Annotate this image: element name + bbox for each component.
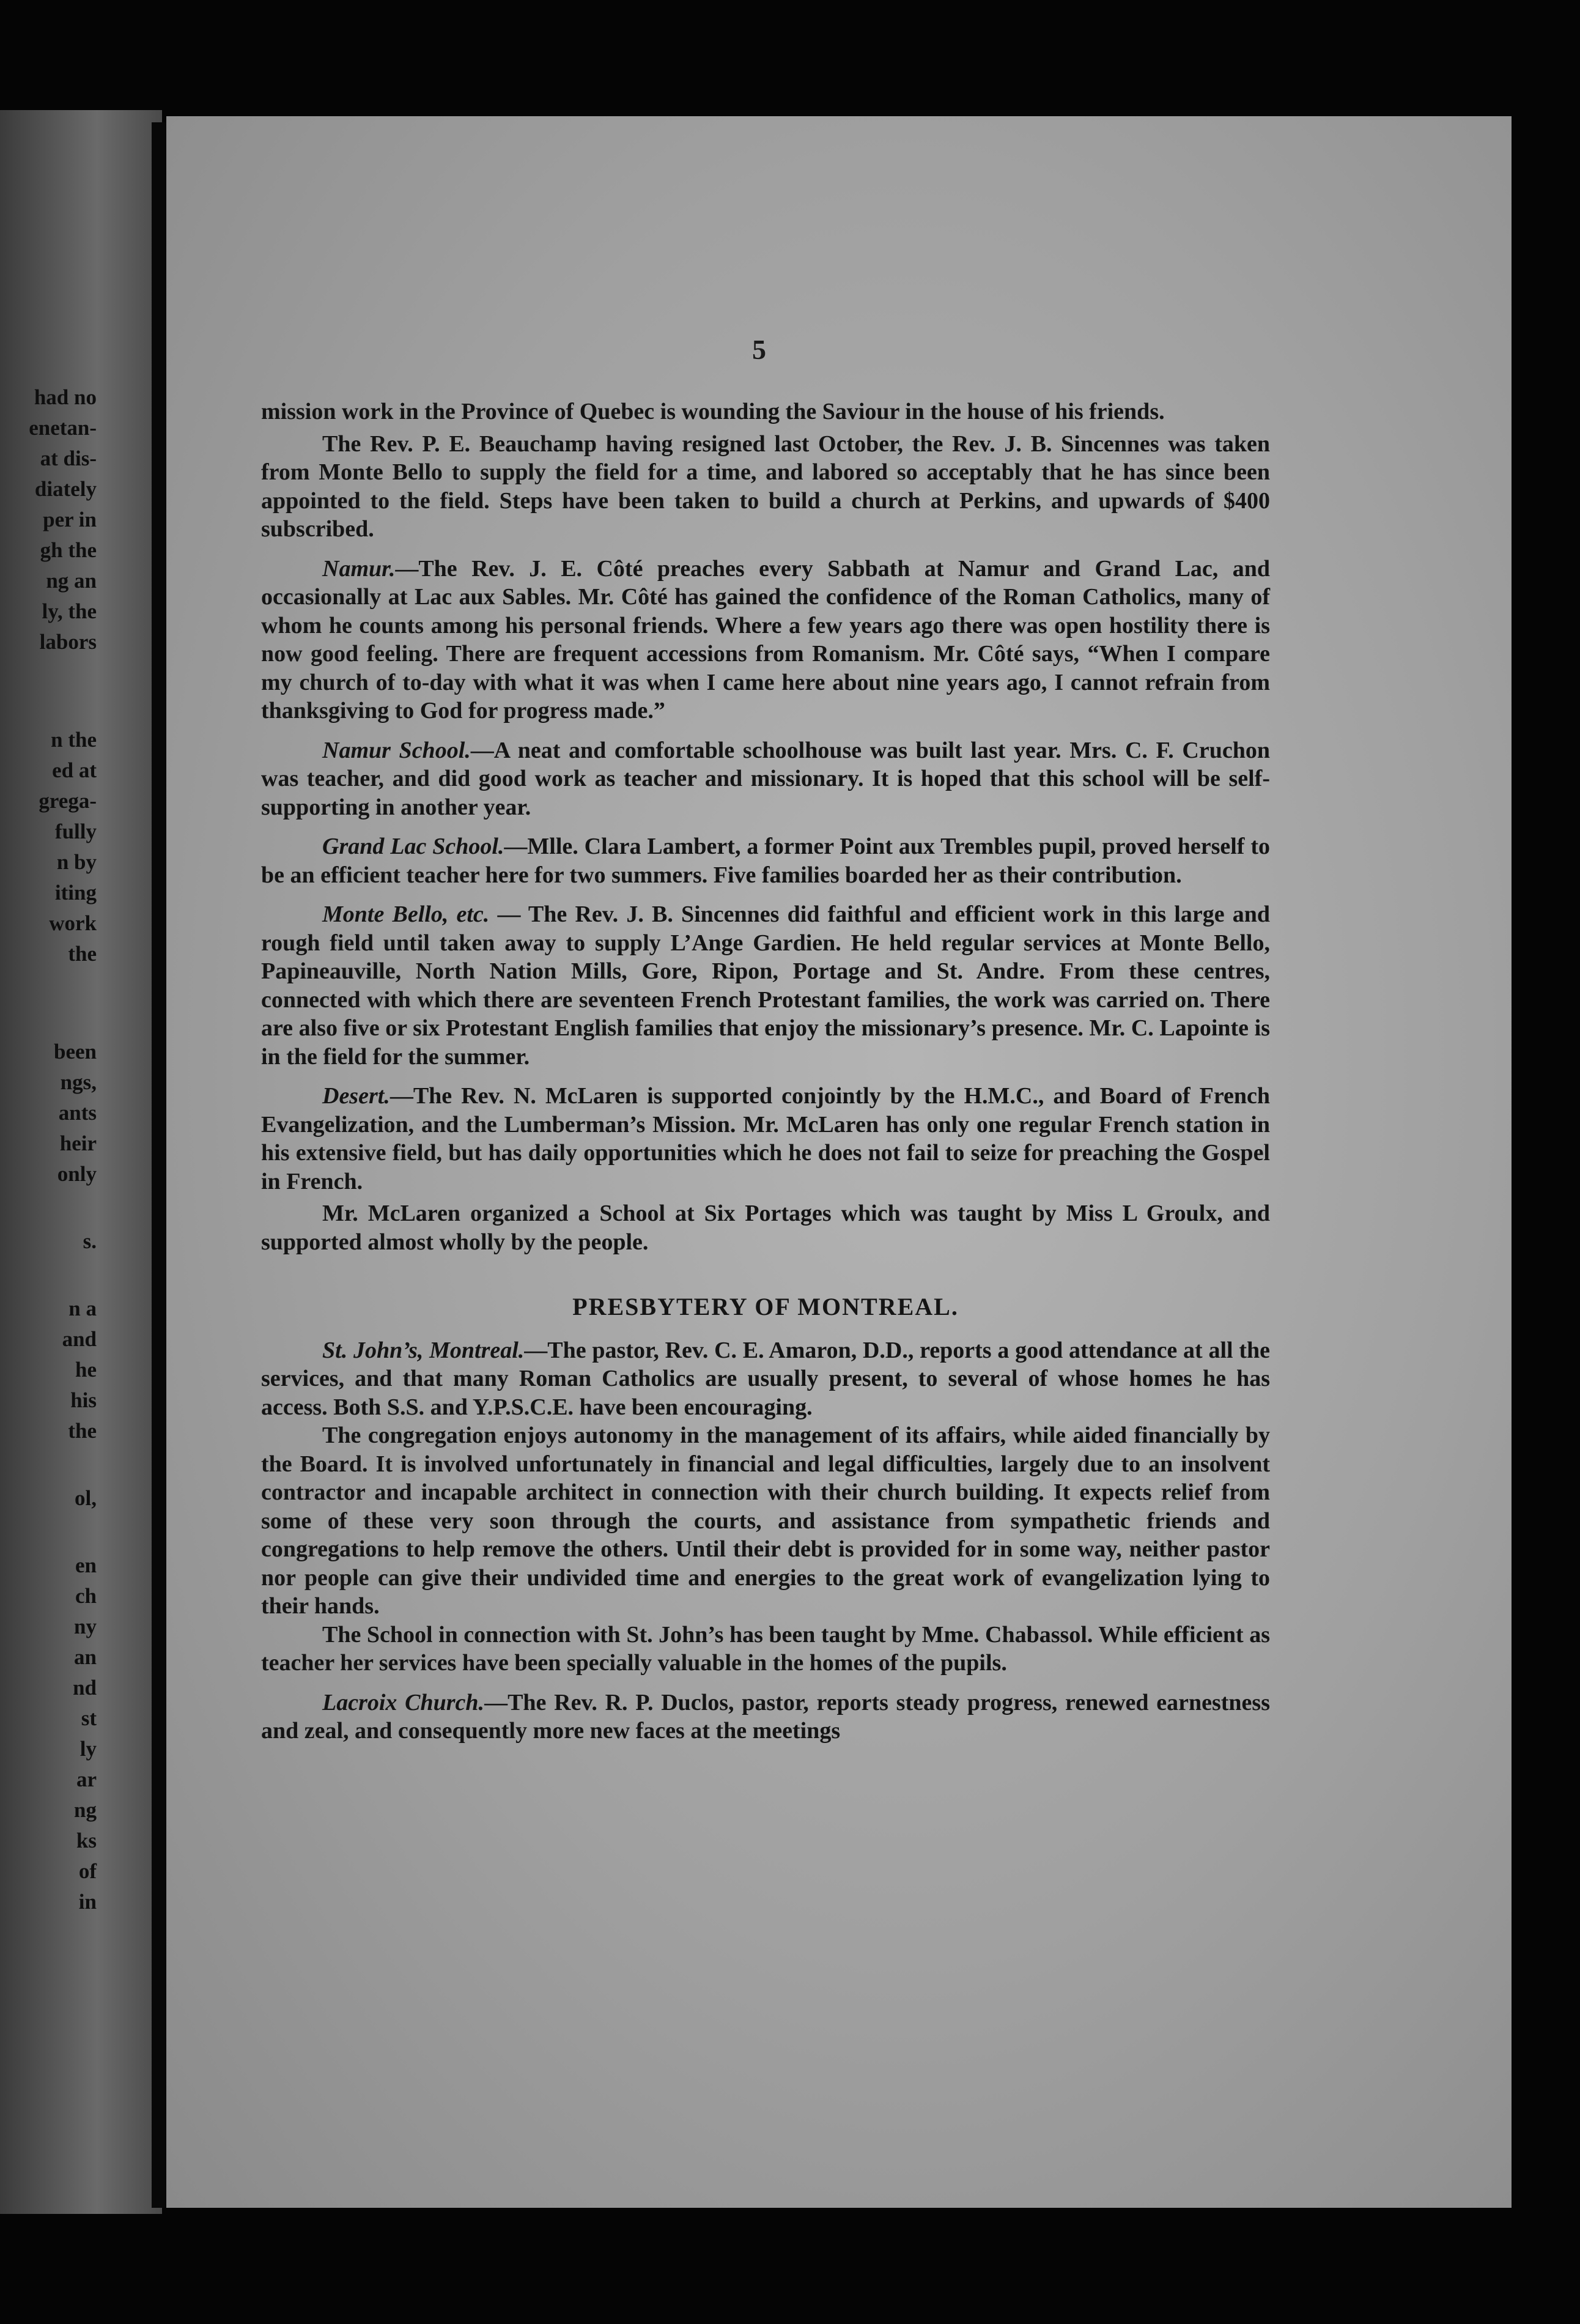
paragraph-st-johns — [261, 1336, 1270, 1422]
paragraph-continuation: mission work in the Province of Quebec is wounding the Saviour in the house of his friends. — [261, 399, 1165, 424]
fragment-line: in — [78, 1890, 97, 1914]
fragment-line: nd — [73, 1676, 97, 1700]
section-lead-namur: Namur. — [322, 555, 396, 582]
fragment-line: gh the — [40, 538, 97, 562]
fragment-line: of — [78, 1859, 97, 1883]
fragment-line: fully — [54, 820, 97, 843]
fragment-line: st — [81, 1706, 97, 1730]
page-number: 5 — [752, 334, 766, 365]
fragment-line: ngs, — [60, 1070, 97, 1094]
fragment-line: ng — [74, 1798, 97, 1822]
paragraph-lacroix-church — [261, 1689, 1270, 1745]
fragment-line: and — [62, 1327, 97, 1351]
fragment-line: n the — [51, 728, 97, 752]
fragment-line: ol, — [75, 1486, 97, 1510]
paragraph-text: —The Rev. J. E. Côté preaches every Sabbath at Namur and Grand Lac, and occasionally at Lac aux Sables. Mr. Côté has gained the confidence of the Roman Catholics, many of whom he counts among his personal friends. Where a few years ago there was open hostility there is now good feeling. There are frequent accessions from Romanism. Mr. Côté says, “When I compare my church of to-day with what it was when I came here about nine years ago, I cannot refrain from thanksgiving to God for progress made.” — [261, 555, 1270, 723]
fragment-line: ed at — [52, 758, 97, 782]
fragment-line: ch — [75, 1584, 97, 1608]
fragment-line: work — [49, 911, 97, 935]
paragraph-namur — [261, 555, 1270, 725]
fragment-line: per in — [43, 508, 97, 531]
page-body — [261, 398, 1270, 1756]
fragment-line: ants — [58, 1101, 97, 1125]
fragment-line: been — [54, 1040, 97, 1064]
fragment-line: the — [68, 1419, 97, 1443]
paragraph-namur-school — [261, 736, 1270, 822]
fragment-line: at dis- — [40, 446, 97, 470]
fragment-line: ly — [79, 1737, 97, 1761]
fragment-line: he — [75, 1358, 97, 1382]
fragment-line: n by — [56, 850, 97, 874]
fragment-line: grega- — [39, 789, 97, 813]
document-page — [166, 116, 1512, 2208]
fragment-line: iting — [54, 881, 97, 905]
paragraph-monte-bello — [261, 900, 1270, 1071]
paragraph-text: — The Rev. J. B. Sincennes did faithful and efficient work in this large and rough field until taken away to supply L’Ange Gardien. He held regular services at Monte Bello, Papineauville, North Nation Mills, Gore, Ripon, Portage and St. Andre. From these centres, connected with which there are seventeen French Protestant families, the work was carried on. There are also five or six Protestant English families that enjoy the missionary’s presence. Mr. C. Lapointe is in the field for the summer. — [261, 901, 1270, 1070]
paragraph-beauchamp: The Rev. P. E. Beauchamp having resigned last October, the Rev. J. B. Sincennes was taken from Monte Bello to supply the field for a time, and labored so acceptably that he has since been appointed to the field. Steps have been taken to build a church at Perkins, and upwards of $400 subscribed. — [261, 431, 1270, 542]
paragraph-text: —The Rev. R. P. Duclos, pastor, reports steady progress, renewed earnestness and zeal, and consequently more new faces at the meetings — [261, 1689, 1270, 1744]
section-lead-desert: Desert. — [322, 1083, 390, 1109]
fragment-line: n a — [68, 1297, 97, 1320]
fragment-line: enetan- — [29, 416, 97, 440]
paragraph-text: —Mlle. Clara Lambert, a former Point aux Trembles pupil, proved herself to be an efficient teacher here for two summers. Five families boarded her as their contribution. — [261, 834, 1270, 888]
previous-page-text-fragments — [0, 382, 97, 1917]
paragraph-mclaren-school: Mr. McLaren organized a School at Six Portages which was taught by Miss L Groulx, and supported almost wholly by the people. — [261, 1201, 1270, 1255]
paragraph-text: —The Rev. N. McLaren is supported conjointly by the H.M.C., and Board of French Evangelization, and the Lumberman’s Mission. Mr. McLaren has only one regular French station in his extensive field, but has daily opportunities which he does not fail to seize for preaching the Gospel in French. — [261, 1083, 1270, 1194]
paragraph-congregation: The congregation enjoys autonomy in the management of its affairs, while aided financially by the Board. It is involved unfortunately in financial and legal difficulties, largely due to an insolvent contractor and incapable architect in connection with their church building. It expects relief from some of these very soon through the courts, and assistance from sympathetic friends and congregations to help remove the others. Until their debt is provided for in some way, neither pastor nor people can give their undivided time and energies to the great work of evangelization lying to their hands. — [261, 1423, 1270, 1619]
fragment-line: diately — [34, 477, 97, 501]
fragment-line: the — [68, 942, 97, 966]
fragment-line: ny — [74, 1615, 97, 1638]
fragment-line: his — [70, 1388, 97, 1412]
fragment-line: only — [57, 1162, 97, 1186]
fragment-line: labors — [39, 630, 97, 654]
section-heading-presbytery-montreal: PRESBYTERY OF MONTREAL. — [572, 1293, 959, 1320]
paragraph-desert — [261, 1082, 1270, 1196]
section-lead-st-johns: St. John’s, Montreal. — [322, 1337, 525, 1363]
previous-page-edge — [0, 110, 162, 2214]
fragment-line: s. — [83, 1229, 97, 1253]
fragment-line: had no — [34, 385, 97, 409]
fragment-line: ar — [76, 1767, 97, 1791]
fragment-line: ks — [76, 1829, 97, 1852]
paragraph-text: —The pastor, Rev. C. E. Amaron, D.D., reports a good attendance at all the services, and that many Roman Catholics are usually present, to several of whose homes he has access. Both S.S. and Y.P.S.C.E. have been encouraging. — [261, 1337, 1270, 1420]
fragment-line: an — [74, 1645, 97, 1669]
section-lead-lacroix-church: Lacroix Church. — [322, 1689, 485, 1715]
section-lead-grand-lac-school: Grand Lac School. — [322, 834, 504, 859]
fragment-line: heir — [59, 1131, 97, 1155]
section-lead-namur-school: Namur School. — [322, 737, 471, 763]
paragraph-grand-lac-school — [261, 832, 1270, 889]
paragraph-text: —A neat and comfortable schoolhouse was built last year. Mrs. C. F. Cruchon was teacher, and did good work as teacher and missionary. It is hoped that this school will be self-supporting in another year. — [261, 737, 1271, 820]
paragraph-school-st-johns: The School in connection with St. John’s has been taught by Mme. Chabassol. While efficient as teacher her services have been specially valuable in the homes of the pupils. — [261, 1621, 1270, 1676]
fragment-line: ng an — [46, 569, 97, 593]
fragment-line: en — [75, 1553, 97, 1577]
section-lead-monte-bello: Monte Bello, etc. — [322, 901, 490, 927]
fragment-line: ly, the — [42, 599, 97, 623]
